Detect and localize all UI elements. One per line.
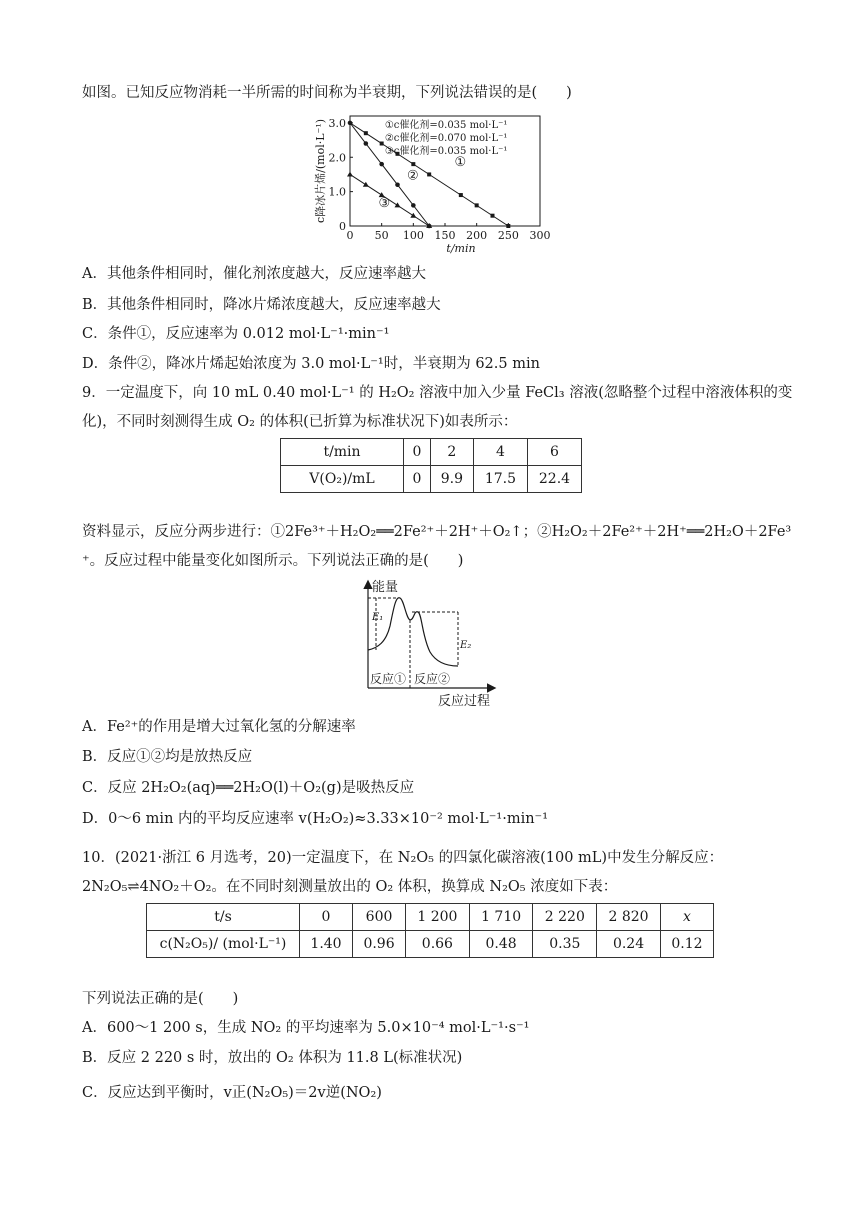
table-cell: 0.24 — [597, 931, 661, 958]
x-tick-label: 250 — [497, 229, 519, 242]
x-tick-label: 200 — [466, 229, 488, 242]
q8-option-c: C．条件①，反应速率为 0.012 mol·L⁻¹·min⁻¹ — [82, 326, 390, 342]
x-tick-label: 0 — [346, 229, 354, 242]
table-cell: c(N₂O₅)/ (mol·L⁻¹) — [147, 931, 300, 958]
q10-stem-line1: 10．(2021·浙江 6 月选考，20)一定温度下，在 N₂O₅ 的四氯化碳溶液(100 mL)中发生分解反应： — [82, 850, 724, 866]
q9-option-a: A．Fe²⁺的作用是增大过氧化氢的分解速率 — [82, 719, 356, 735]
legend-entry: ②c催化剂=0.070 mol·L⁻¹ — [384, 133, 508, 144]
y-tick-label: 1.0 — [328, 185, 346, 199]
x-axis-label: t/min — [446, 242, 476, 255]
q9-option-d: D．0～6 min 内的平均反应速率 v(H₂O₂)≈3.33×10⁻² mol·L⁻¹·min⁻¹ — [82, 811, 549, 827]
q10-stem-line2: 2N₂O₅⇌4NO₂＋O₂。在不同时刻测量放出的 O₂ 体积，换算成 N₂O₅ 浓度如下表： — [82, 879, 618, 895]
table-cell: 4 — [473, 439, 527, 466]
q8-option-a: A．其他条件相同时，催化剂浓度越大，反应速率越大 — [82, 266, 426, 282]
series-label: ① — [454, 154, 467, 170]
data-point — [347, 171, 353, 176]
table-cell: x — [660, 904, 713, 931]
data-point — [364, 141, 369, 146]
table-row — [147, 931, 714, 958]
data-point — [363, 182, 369, 187]
table-cell: 0.48 — [469, 931, 533, 958]
table-row — [281, 466, 582, 493]
table-cell: 9.9 — [430, 466, 473, 493]
table-cell: 2 820 — [597, 904, 661, 931]
table-row — [281, 439, 582, 466]
step2-label: 反应② — [414, 672, 451, 686]
table-cell: 1 710 — [469, 904, 533, 931]
table-cell: 0 — [404, 466, 431, 493]
table-cell: 2 — [430, 439, 473, 466]
q9-stem-line2: 化)，不同时刻测得生成 O₂ 的体积(已折算为标准状况下)如表所示： — [82, 414, 518, 430]
concentration-chart — [300, 108, 560, 260]
q10-option-a: A．600～1 200 s，生成 NO₂ 的平均速率为 5.0×10⁻⁴ mol·L⁻¹·s⁻¹ — [82, 1020, 530, 1036]
q10-data-table — [146, 903, 714, 958]
q9-data-table — [280, 438, 582, 493]
data-point — [459, 193, 463, 197]
data-point — [395, 202, 401, 207]
data-point — [411, 203, 416, 208]
q10-prompt: 下列说法正确的是( ) — [82, 991, 239, 1007]
data-point — [379, 162, 384, 167]
q9-stem-line1: 9．一定温度下，向 10 mL 0.40 mol·L⁻¹ 的 H₂O₂ 溶液中加入少量 FeCl₃ 溶液(忽略整个过程中溶液体积的变 — [82, 385, 793, 401]
table-cell: 1 200 — [406, 904, 470, 931]
table-cell: t/min — [281, 439, 404, 466]
table-cell: 0.12 — [660, 931, 713, 958]
y-tick-label: 0 — [339, 220, 346, 233]
y-axis-label: c降冰片烯/(mol·L⁻¹) — [314, 118, 327, 224]
table-cell: 22.4 — [527, 466, 581, 493]
q9-option-b: B．反应①②均是放热反应 — [82, 749, 253, 765]
e2-label: E₂ — [460, 640, 472, 651]
series-label: ③ — [378, 196, 391, 212]
legend-entry: ③c催化剂=0.035 mol·L⁻¹ — [384, 146, 508, 157]
series-label: ② — [407, 168, 419, 184]
table-cell: 0.66 — [406, 931, 470, 958]
e1-label: E₁ — [372, 612, 384, 623]
x-tick-label: 150 — [434, 229, 456, 242]
table-cell: V(O₂)/mL — [281, 466, 404, 493]
table-cell: 17.5 — [473, 466, 527, 493]
table-row — [147, 904, 714, 931]
table-cell: 0.35 — [533, 931, 597, 958]
table-cell: 2 220 — [533, 904, 597, 931]
x-tick-label: 100 — [402, 229, 424, 242]
q9-info-line2: ⁺。反应过程中能量变化如图所示。下列说法正确的是( ) — [82, 553, 464, 569]
table-cell: 0 — [300, 904, 353, 931]
q8-option-b: B．其他条件相同时，降冰片烯浓度越大，反应速率越大 — [82, 297, 441, 313]
q8-stem: 如图。已知反应物消耗一半所需的时间称为半衰期，下列说法错误的是( ) — [82, 85, 572, 101]
table-cell: 0.96 — [353, 931, 406, 958]
data-point — [475, 203, 479, 207]
data-point — [427, 172, 431, 176]
q10-option-b: B．反应 2 220 s 时，放出的 O₂ 体积为 11.8 L(标准状况) — [82, 1050, 463, 1066]
y-tick-label: 3.0 — [328, 116, 346, 130]
table-cell: t/s — [147, 904, 300, 931]
legend-entry: ①c催化剂=0.035 mol·L⁻¹ — [384, 120, 508, 131]
data-point — [491, 214, 495, 218]
q10-option-c: C．反应达到平衡时，v正(N₂O₅)＝2v逆(NO₂) — [82, 1085, 382, 1101]
data-point — [380, 142, 384, 146]
data-point — [364, 131, 368, 135]
energy-y-label: 能量 — [372, 580, 399, 595]
q8-option-d: D．条件②，降冰片烯起始浓度为 3.0 mol·L⁻¹时，半衰期为 62.5 min — [82, 356, 540, 372]
table-cell: 600 — [353, 904, 406, 931]
table-cell: 0 — [404, 439, 431, 466]
data-point — [411, 162, 415, 166]
table-cell: 6 — [527, 439, 581, 466]
x-tick-label: 50 — [374, 229, 389, 242]
x-tick-label: 300 — [529, 229, 551, 242]
data-point — [395, 182, 400, 187]
y-tick-label: 2.0 — [328, 151, 346, 165]
energy-diagram — [356, 576, 506, 711]
table-cell: 1.40 — [300, 931, 353, 958]
data-point — [348, 121, 353, 126]
q9-option-c: C．反应 2H₂O₂(aq)══2H₂O(l)＋O₂(g)是吸热反应 — [82, 780, 415, 796]
data-point — [410, 213, 416, 218]
data-point — [506, 224, 510, 228]
energy-x-label: 反应过程 — [438, 694, 491, 709]
q9-info-line1: 资料显示，反应分两步进行：①2Fe³⁺＋H₂O₂══2Fe²⁺＋2H⁺＋O₂↑；②H₂O₂＋2Fe²⁺＋2H⁺══2H₂O＋2Fe³ — [82, 524, 792, 540]
step1-label: 反应① — [370, 672, 407, 686]
energy-curve — [368, 598, 458, 666]
